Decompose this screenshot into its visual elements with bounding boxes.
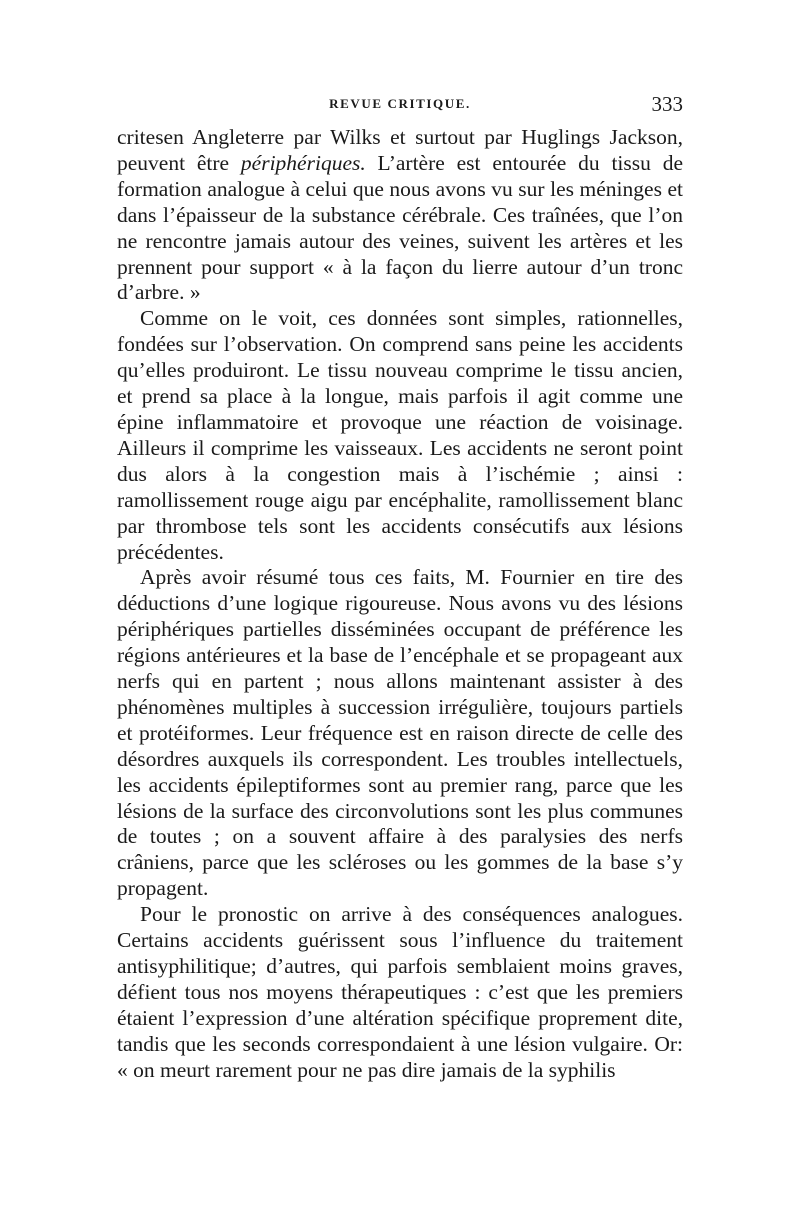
paragraph: Comme on le voit, ces données sont simples, rationnelles, fondées sur l’observation. On comprend sans peine les accidents qu’elles produiront. Le tissu nouveau comprime le tissu ancien, et prend sa place à la longue, mais parfois il agit comme une épine inflammatoire et provoque une réaction de voisinage. Ailleurs il comprime les vaisseaux. Les accidents ne seront point dus alors à la congestion mais à l’ischémie ; ainsi : ramollissement rouge aigu par encéphalite, ramollissement blanc par thrombose tels sont les accidents consécutifs aux lésions précédentes. — [117, 306, 683, 564]
paragraph-continued — [117, 125, 683, 306]
paragraph-1-emphasis: périphériques. — [240, 150, 366, 175]
paragraph: Après avoir résumé tous ces faits, M. Fournier en tire des déductions d’une logique rigoureuse. Nous avons vu des lésions périphériques partielles disséminées occupant de préférence les régions antérieures et la base de l’encéphale et se propageant aux nerfs qui en partent ; nous allons maintenant assister à des phénomènes multiples à succession irrégulière, toujours partiels et protéiformes. Leur fréquence est en raison directe de celle des désordres auxquels ils correspondent. Les troubles intellectuels, les accidents épileptiformes sont au premier rang, parce que les lésions de la surface des circonvolutions sont les plus communes de toutes ; on a souvent affaire à des paralysies des nerfs crâniens, parce que les scléroses ou les gommes de la base s’y propagent. — [117, 565, 683, 901]
running-header — [117, 92, 683, 120]
paragraph: Pour le pronostic on arrive à des conséquences analogues. Certains accidents guérissent sous l’influence du traitement antisyphilitique; d’autres, qui parfois semblaient moins graves, défient tous nos moyens thérapeutiques : c’est que les premiers étaient l’expression d’une altération spécifique proprement dite, tandis que les seconds correspondaient à une lésion vulgaire. Or: « on meurt rarement pour ne pas dire jamais de la syphilis — [117, 902, 683, 1082]
body-text — [117, 125, 683, 1084]
paragraph-1-after: L’artère est entourée du tissu de formation analogue à celui que nous avons vu sur les méninges et dans l’épaisseur de la substance cérébrale. Ces traînées, que l’on ne rencontre jamais autour des veines, suivent les artères et les prennent pour support « à la façon du lierre autour d’un tronc d’arbre. » — [117, 150, 684, 305]
paragraph-1-before: critesen Angleterre par Wilks et surtout par Huglings Jackson, peuvent être — [117, 125, 683, 175]
page-number: 333 — [651, 92, 683, 116]
running-title: REVUE CRITIQUE. — [329, 96, 471, 111]
